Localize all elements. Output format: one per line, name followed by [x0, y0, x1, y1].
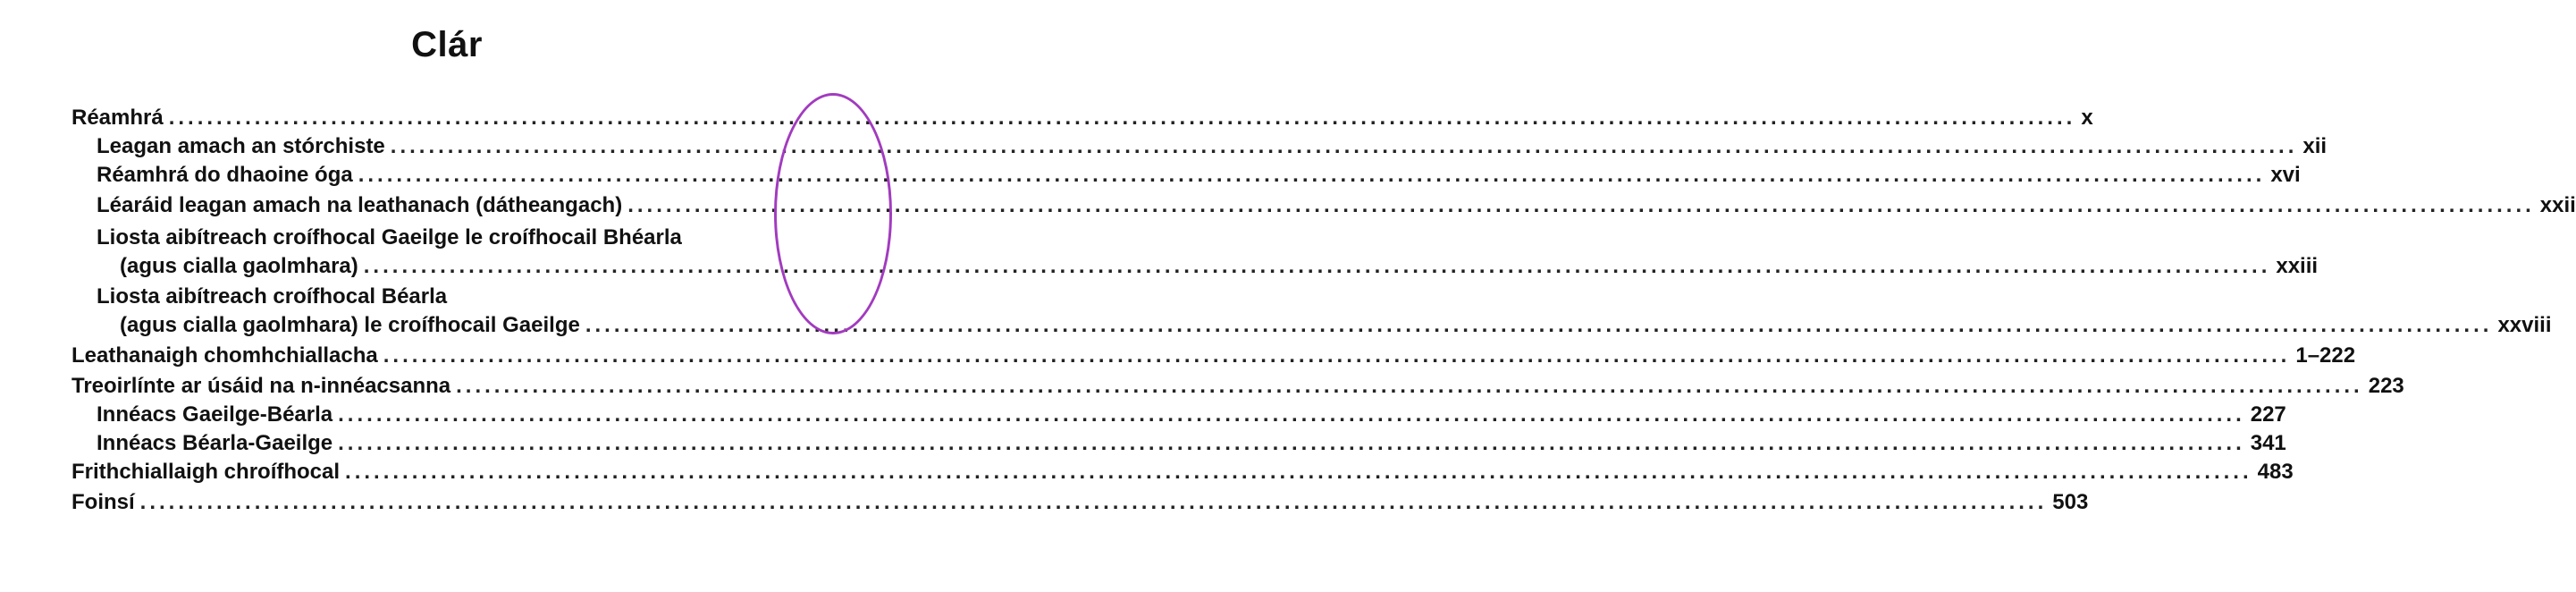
toc-entry-label: Leagan amach an stórchiste [97, 134, 385, 158]
toc-entry-label: Liosta aibítreach croífhocal Gaeilge le croífhocail Bhéarla [97, 225, 682, 249]
toc-page-number: xvi [2270, 163, 2301, 187]
toc-dot-leader: ........................................................................................................................................................................................................ [139, 490, 2048, 514]
toc-page-number: xxiii [2276, 254, 2319, 278]
toc-dot-leader: ........................................................................................................................................................................................................ [338, 402, 2245, 427]
toc-entry [0, 342, 2356, 370]
toc-entry-label: Réamhrá [72, 106, 164, 130]
toc-entry [0, 429, 2286, 458]
toc-entry [0, 132, 2328, 161]
toc-entry-label: (agus cialla gaolmhara) le croífhocail Gaeilge [120, 313, 580, 337]
toc-entry-label: Léaráid leagan amach na leathanach (dátheangach) [97, 193, 623, 217]
toc-dot-leader: ........................................................................................................................................................................................................ [168, 106, 2076, 130]
toc-entry [0, 488, 2089, 517]
toc-entry-label: Innéacs Béarla-Gaeilge [97, 431, 333, 455]
toc-page-number: 227 [2250, 402, 2286, 427]
toc-dot-leader: ........................................................................................................................................................................................................ [585, 313, 2493, 337]
toc-entry-label: Liosta aibítreach croífhocal Béarla [97, 284, 448, 309]
toc-entry [0, 283, 894, 311]
toc-dot-leader: ........................................................................................................................................................................................................ [627, 193, 2535, 217]
toc-page-number: x [2081, 106, 2093, 130]
toc-entry-label: Leathanaigh chomhchiallacha [72, 343, 378, 368]
toc-entry-label: Innéacs Gaeilge-Béarla [97, 402, 333, 427]
toc-entry-label: Réamhrá do dhaoine óga [97, 163, 353, 187]
toc-entry [0, 372, 2404, 401]
toc-entry [0, 224, 894, 252]
toc-dot-leader: ........................................................................................................................................................................................................ [358, 163, 2266, 187]
toc-entry [0, 252, 2319, 281]
toc-entry-label: Frithchiallaigh chroífhocal [72, 460, 341, 484]
toc-page-number: xxii [2539, 193, 2576, 217]
toc-page-number: 341 [2250, 431, 2286, 455]
toc-dot-leader: ........................................................................................................................................................................................................ [345, 460, 2252, 484]
toc-dot-leader: ........................................................................................................................................................................................................ [390, 134, 2298, 158]
toc-dot-leader: ........................................................................................................................................................................................................ [363, 254, 2271, 278]
toc-dot-leader: ........................................................................................................................................................................................................ [338, 431, 2245, 455]
page-title: Clár [411, 25, 483, 64]
toc-page-number: 1–222 [2295, 343, 2356, 368]
toc-page-number: xii [2302, 134, 2328, 158]
toc-dot-leader: ........................................................................................................................................................................................................ [383, 343, 2291, 368]
toc-entry-label: Treoirlínte ar úsáid na n-innéacsanna [72, 374, 451, 398]
toc-entry-label: (agus cialla gaolmhara) [120, 254, 358, 278]
toc-entry [0, 161, 2301, 190]
toc-entry [0, 191, 2576, 220]
toc-page-number: 223 [2368, 374, 2404, 398]
toc-entry-label: Foinsí [72, 490, 135, 514]
toc-dot-leader: ........................................................................................................................................................................................................ [456, 374, 2363, 398]
toc-page-number: 483 [2257, 460, 2294, 484]
toc-entry [0, 311, 2552, 340]
toc-entry [0, 458, 2294, 486]
toc-page-number: xxviii [2497, 313, 2552, 337]
toc-entry [0, 104, 2093, 132]
toc-entry [0, 401, 2286, 429]
toc-page-number: 503 [2052, 490, 2089, 514]
